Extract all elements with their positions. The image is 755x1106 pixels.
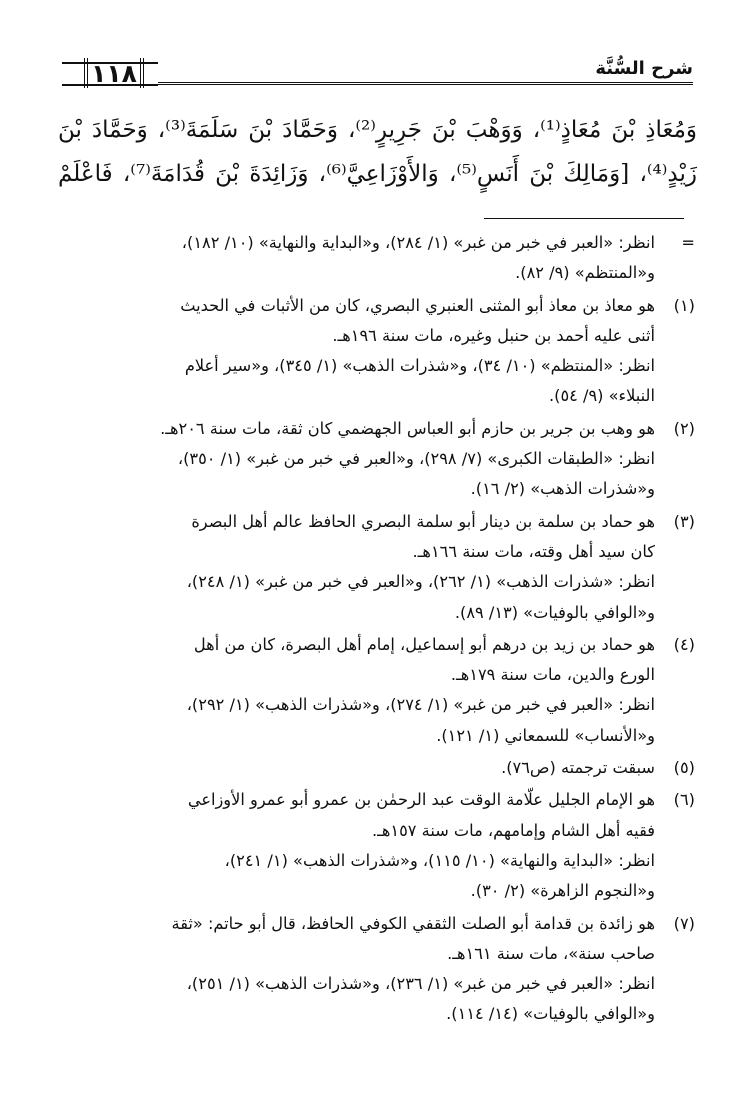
page-number-frame <box>84 58 144 88</box>
main-text-line: وَمُعَاذِ بْنَ مُعَاذٍ⁽¹⁾، وَوَهْبَ بْنَ جَرِيرٍ⁽²⁾، وَحَمَّادَ بْنَ سَلَمَةَ⁽³⁾، وَحَمَّادَ بْنَ <box>58 117 697 143</box>
footnote-line: هو معاذ بن معاذ أبو المثنى العنبري البصري، كان من الأثبات في الحديث <box>180 295 655 315</box>
footnote-line: فقيه أهل الشام وإمامهم، مات سنة ١٥٧هـ. <box>371 820 655 840</box>
footnote-body <box>56 291 655 412</box>
footnote-body <box>56 785 655 906</box>
header-rule <box>158 82 693 85</box>
footnote-line: كان سيد أهل وقته، مات سنة ١٦٦هـ. <box>412 541 655 561</box>
footnote <box>56 630 695 751</box>
footnote-number: (٢) <box>673 418 695 438</box>
footnote-number: (١) <box>673 295 695 315</box>
footnote-line: انظر: «العبر في خبر من غبر» (١/ ٢٨٤)، و«البداية والنهاية» (١٠/ ١٨٢)، <box>181 233 655 252</box>
footnote-body <box>56 228 655 289</box>
footnote <box>56 507 695 628</box>
footnote-line: صاحب سنة»، مات سنة ١٦١هـ. <box>447 943 655 963</box>
footnote-line: هو حماد بن سلمة بن دينار أبو سلمة البصري الحافظ عالم أهل البصرة <box>191 511 655 531</box>
footnote-line: النبلاء» (٩/ ٥٤). <box>548 386 655 406</box>
footnote <box>56 753 695 783</box>
footnote-line: أثنى عليه أحمد بن حنبل وغيره، مات سنة ١٩٦هـ. <box>332 325 655 345</box>
footnote-number: (٦) <box>673 790 695 810</box>
footnote <box>56 291 695 412</box>
footnote-line: هو الإمام الجليل علّامة الوقت عبد الرحمٰن بن عمرو أبو عمرو الأوزاعي <box>187 790 655 810</box>
footnote-body <box>56 630 655 751</box>
footnote-body <box>56 414 655 505</box>
footnote-line: هو زائدة بن قدامة أبو الصلت الثقفي الكوفي الحافظ، قال أبو حاتم: «ثقة <box>171 913 655 933</box>
footnote-line: الورع والدين، مات سنة ١٧٩هـ. <box>450 665 655 685</box>
running-title: شرح السُّنَّة <box>595 58 693 79</box>
footnote-number: (٣) <box>673 511 695 531</box>
main-text <box>58 108 697 196</box>
footnote-line: انظر: «شذرات الذهب» (١/ ٢٦٢)، و«العبر في خبر من غبر» (١/ ٢٤٨)، <box>186 572 655 592</box>
main-text-line: زَيْدٍ⁽⁴⁾، [وَمَالِكَ بْنَ أَنَسٍ⁽⁵⁾، وَالأَوْزَاعِيَّ⁽⁶⁾، وَزَائِدَةَ بْنَ قُدَامَةَ⁽⁷⁾، فَاعْلَمْ <box>58 161 697 187</box>
footnote-body <box>56 507 655 628</box>
footnote-line: انظر: «المنتظم» (١٠/ ٣٤)، و«شذرات الذهب» (١/ ٣٤٥)، و«سير أعلام <box>184 356 655 376</box>
footnote-body <box>56 753 655 783</box>
footnote-number: = <box>681 233 695 252</box>
footnote-line: هو حماد بن زيد بن درهم أبو إسماعيل، إمام أهل البصرة، كان من أهل <box>193 634 655 654</box>
footnote-divider <box>484 218 684 219</box>
footnote-body <box>56 909 655 1030</box>
page-number: ١١٨ <box>91 58 137 88</box>
footnote-line: و«النجوم الزاهرة» (٢/ ٣٠). <box>470 881 655 901</box>
footnote <box>56 785 695 906</box>
footnote-line: و«الوافي بالوفيات» (١٤/ ١١٤). <box>446 1004 655 1024</box>
footnote-line: انظر: «البداية والنهاية» (١٠/ ١١٥)، و«شذرات الذهب» (١/ ٢٤١)، <box>224 850 655 870</box>
footnote-line: و«الأنساب» للسمعاني (١/ ١٢١). <box>436 725 655 745</box>
footnote-number: (٥) <box>673 758 695 778</box>
page-number-box <box>62 58 158 90</box>
footnote-number: (٧) <box>673 913 695 933</box>
footnote-line: انظر: «العبر في خبر من غبر» (١/ ٢٣٦)، و«شذرات الذهب» (١/ ٢٥١)، <box>186 974 655 994</box>
footnote-line: و«المنتظم» (٩/ ٨٢). <box>515 263 655 283</box>
footnote <box>56 414 695 505</box>
footnote-line: انظر: «الطبقات الكبرى» (٧/ ٢٩٨)، و«العبر في خبر من غبر» (١/ ٣٥٠)، <box>177 449 655 469</box>
page-header <box>62 58 693 92</box>
footnote-line: و«شذرات الذهب» (٢/ ١٦). <box>470 479 655 499</box>
footnotes <box>56 228 695 1032</box>
footnote-line: سبقت ترجمته (ص٧٦). <box>501 758 655 778</box>
footnote <box>56 909 695 1030</box>
footnote-line: هو وهب بن جرير بن حازم أبو العباس الجهضمي كان ثقة، مات سنة ٢٠٦هـ. <box>160 418 655 438</box>
footnote-number: (٤) <box>673 634 695 654</box>
footnote-line: انظر: «العبر في خبر من غبر» (١/ ٢٧٤)، و«شذرات الذهب» (١/ ٢٩٢)، <box>186 695 655 715</box>
footnote-line: و«الوافي بالوفيات» (١٣/ ٨٩). <box>454 602 655 622</box>
footnote <box>56 228 695 289</box>
